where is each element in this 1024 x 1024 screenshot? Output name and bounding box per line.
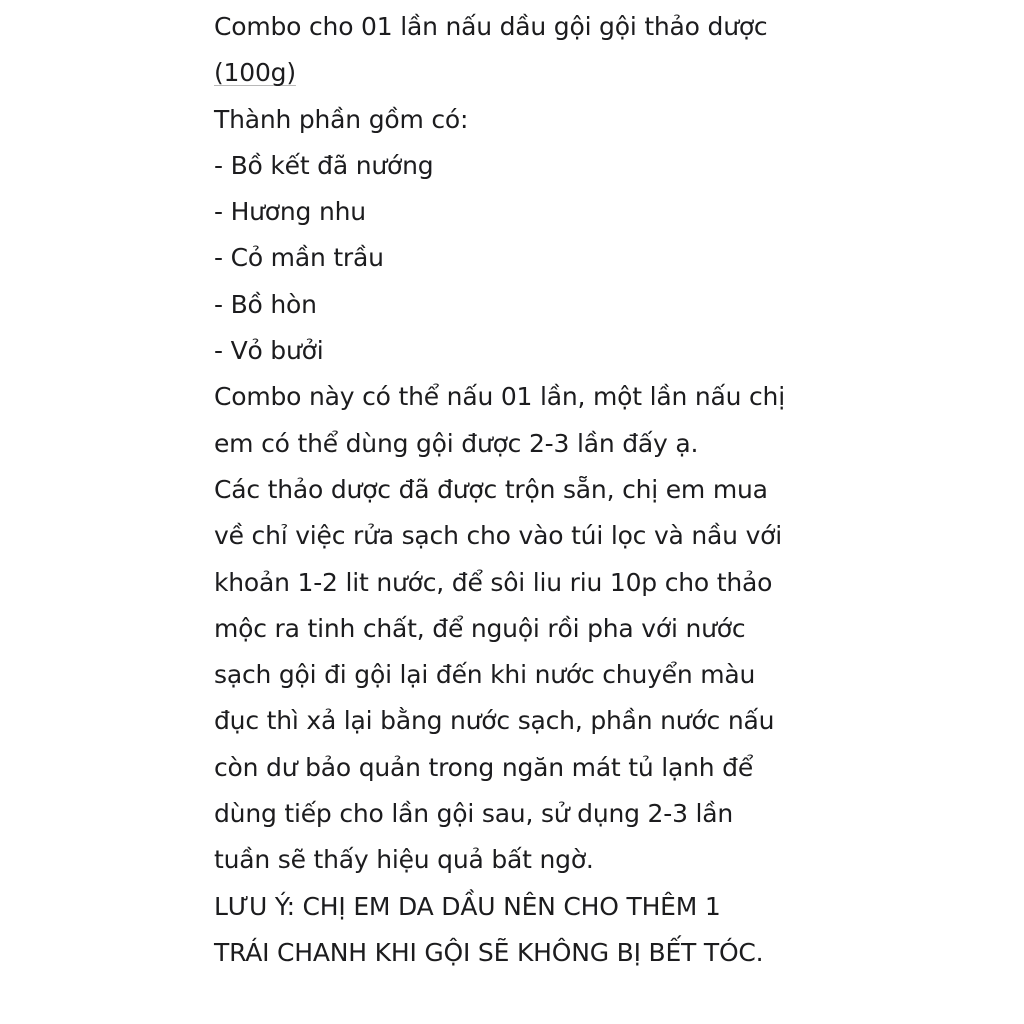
note-text-line: về chỉ việc rửa sạch cho vào túi lọc và nầu với — [214, 521, 783, 551]
note-ingredients-heading: Thành phần gồm có: — [214, 104, 469, 134]
ingredient-item: - Cỏ mần trầu — [214, 243, 384, 273]
ingredient-item: - Hương nhu — [214, 197, 366, 227]
note-title-line: Combo cho 01 lần nấu dầu gội gội thảo dược — [214, 12, 768, 41]
note-text-line: khoản 1-2 lit nước, để sôi liu riu 10p cho thảo — [214, 567, 773, 597]
note-text-line: còn dư bảo quản trong ngăn mát tủ lạnh để — [214, 752, 754, 782]
note-text-line: mộc ra tinh chất, để nguội rồi pha với nước — [214, 613, 746, 643]
note-text-line: dùng tiếp cho lần gội sau, sử dụng 2-3 lần — [214, 799, 734, 829]
ingredient-item: - Bồ kết đã nướng — [214, 150, 434, 180]
note-text-line: sạch gội đi gội lại đến khi nước chuyển màu — [214, 660, 756, 690]
note-warning-line: LƯU Ý: CHỊ EM DA DẦU NÊN CHO THÊM 1 — [214, 891, 721, 921]
note-warning-line: TRÁI CHANH KHI GỘI SẼ KHÔNG BỊ BẾT TÓC. — [214, 937, 764, 967]
note-weight-line: (100g) — [214, 58, 296, 88]
note-text-line: em có thể dùng gội được 2-3 lần đấy ạ. — [214, 428, 699, 458]
ingredient-item: - Vỏ bưởi — [214, 336, 324, 366]
note-body — [214, 4, 814, 976]
note-text-line: đục thì xả lại bằng nước sạch, phần nước nấu — [214, 706, 775, 736]
note-text-line: tuần sẽ thấy hiệu quả bất ngờ. — [214, 845, 594, 875]
ingredient-item: - Bồ hòn — [214, 289, 317, 319]
note-text-line: Combo này có thể nấu 01 lần, một lần nấu chị — [214, 382, 785, 412]
note-text-line: Các thảo dược đã được trộn sẵn, chị em mua — [214, 474, 768, 504]
